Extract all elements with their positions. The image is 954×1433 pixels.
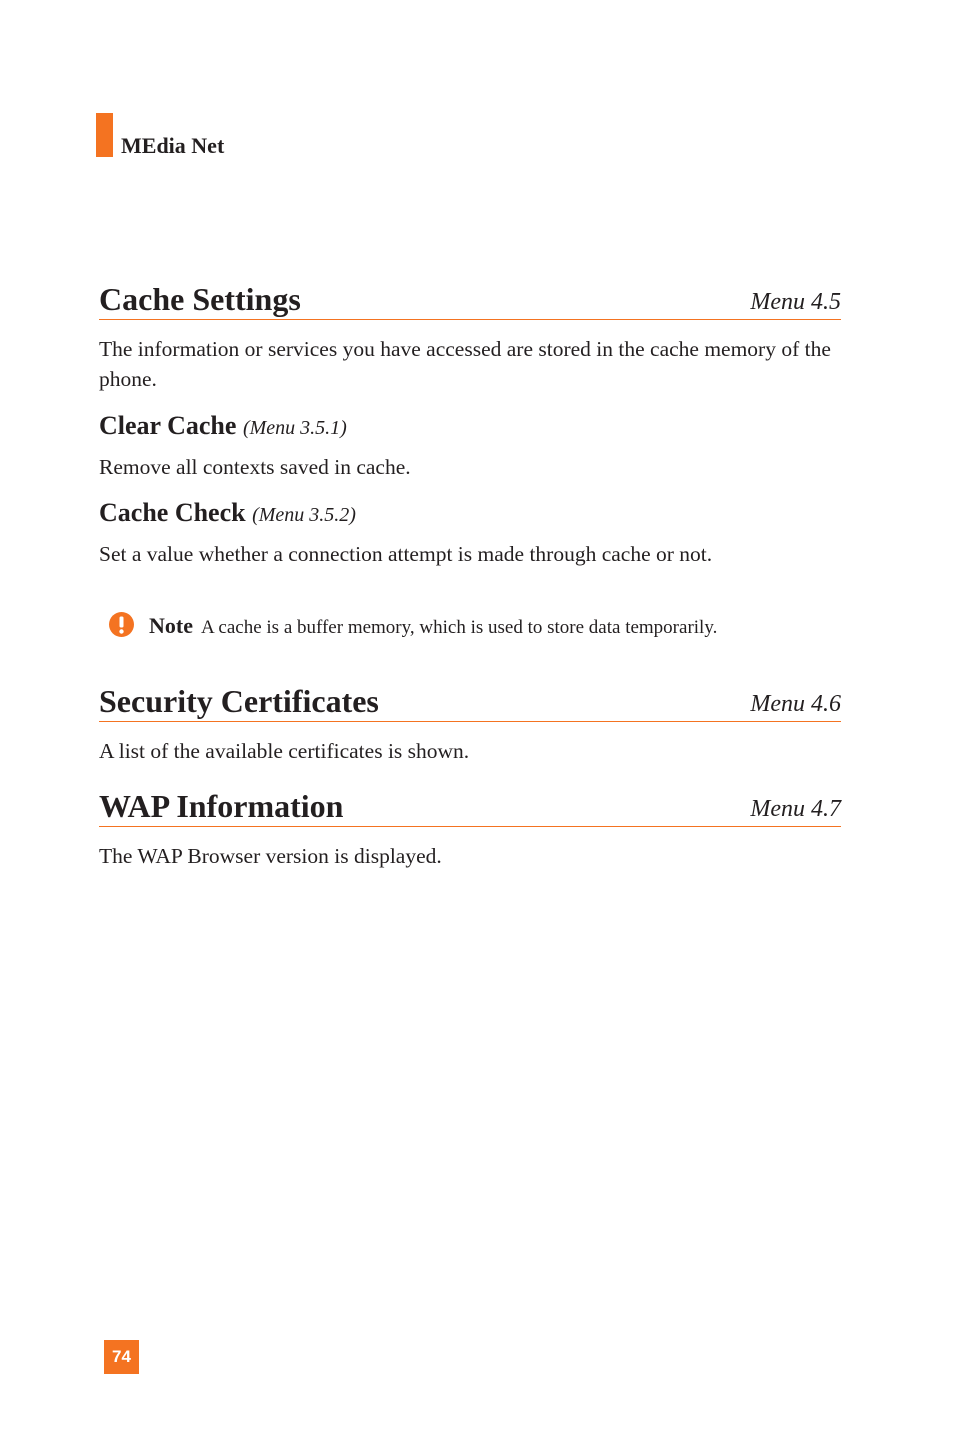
section-label: MEdia Net [121, 133, 225, 158]
heading-menu-ref: Menu 4.7 [750, 796, 841, 822]
cache-settings-heading [99, 281, 841, 320]
page-number: 74 [104, 1340, 139, 1374]
heading-title: WAP Information [99, 788, 344, 824]
security-certificates-heading [99, 683, 841, 722]
subheading-title: Clear Cache [99, 411, 237, 440]
wap-information-heading [99, 788, 841, 827]
cache-settings-description: The information or services you have accessed are stored in the cache memory of the phone. [99, 337, 831, 391]
clear-cache-heading [99, 410, 347, 444]
subheading-title: Cache Check [99, 498, 246, 527]
heading-title: Security Certificates [99, 683, 379, 719]
section-marker-bar [96, 113, 113, 157]
heading-title: Cache Settings [99, 281, 301, 317]
security-certificates-description: A list of the available certificates is shown. [99, 739, 470, 763]
clear-cache-description: Remove all contexts saved in cache. [99, 455, 411, 479]
cache-check-heading [99, 497, 356, 531]
note-text: A cache is a buffer memory, which is used to store data temporarily. [200, 617, 718, 638]
note-label: Note [149, 613, 193, 638]
subheading-menu-ref: (Menu 3.5.2) [252, 504, 356, 526]
exclamation-icon [109, 612, 134, 637]
subheading-menu-ref: (Menu 3.5.1) [242, 417, 347, 439]
note [149, 611, 717, 644]
heading-menu-ref: Menu 4.5 [750, 289, 841, 315]
heading-menu-ref: Menu 4.6 [750, 691, 841, 717]
wap-information-description: The WAP Browser version is displayed. [99, 844, 442, 868]
cache-check-description: Set a value whether a connection attempt is made through cache or not. [99, 542, 713, 566]
